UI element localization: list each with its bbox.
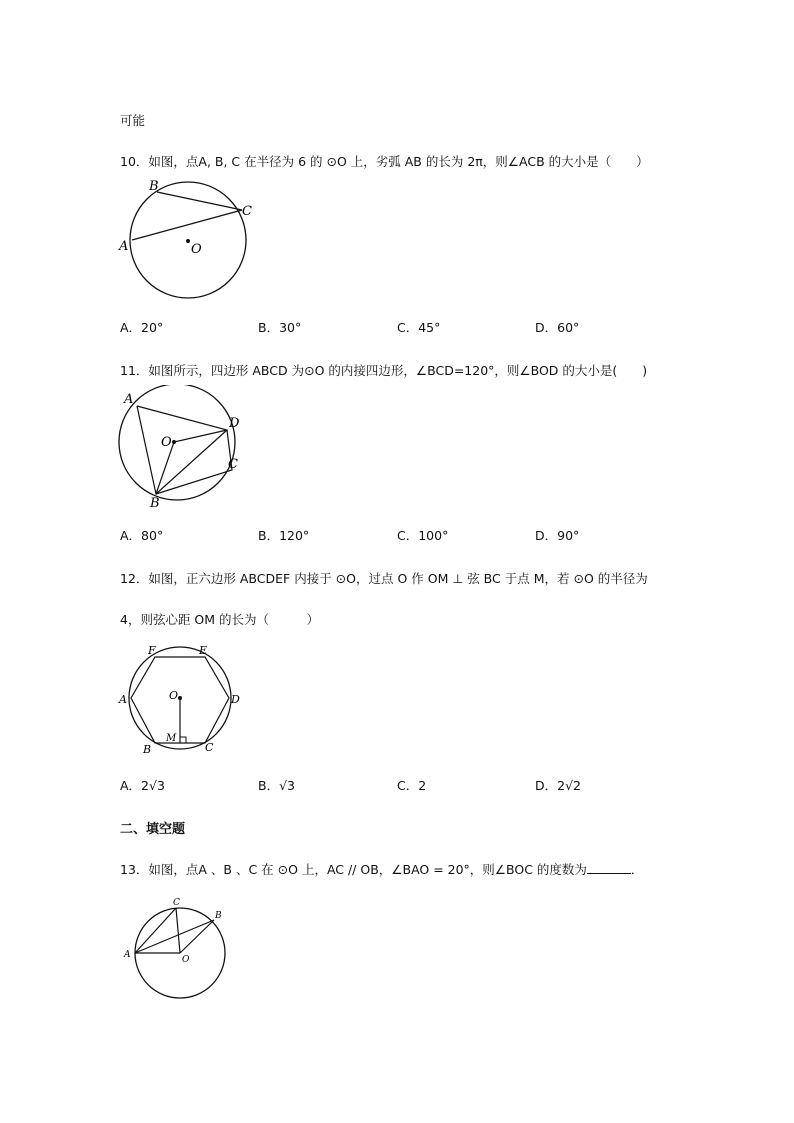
q11-circle [119, 385, 235, 500]
q12-label-a: A [119, 693, 127, 706]
q13-label-o: O [182, 955, 190, 965]
q10-label-o: O [191, 242, 202, 257]
q13-answer-blank [587, 861, 631, 874]
q10-chord-bc [157, 192, 242, 210]
q13-text-after: ． [630, 862, 644, 877]
q11-option-a: A．80° [120, 528, 164, 543]
q12-label-e: E [199, 644, 208, 657]
q12-label-o: O [169, 689, 179, 702]
q12-text-line2: 4，则弦心距 OM 的长为（ ） [120, 612, 320, 627]
q11-label-o: O [161, 435, 172, 450]
q12-option-c: C．2 [397, 778, 427, 793]
q11-center-dot [172, 440, 176, 444]
q13-segment-ab [135, 920, 214, 953]
q12-text-line1: 12．如图，正六边形 ABCDEF 内接于 ⊙O，过点 O 作 OM ⊥ 弦 BC 于点 M，若 ⊙O 的半径为 [120, 571, 648, 586]
q10-option-c: C．45° [397, 320, 441, 335]
q10-label-b: B [149, 179, 159, 194]
q12-option-a: A．2√3 [120, 778, 165, 793]
q13-segment-ob [180, 920, 214, 953]
q13-text [120, 860, 643, 878]
q10-option-a: A．20° [120, 320, 164, 335]
q11-triangle-abd [137, 406, 227, 494]
q12-option-d: D．2√2 [535, 778, 581, 793]
top-fragment: 可能 [120, 113, 146, 128]
q10-option-b: B．30° [258, 320, 302, 335]
q10-label-c: C [242, 204, 252, 219]
q12-label-d: D [231, 693, 240, 706]
q12-label-c: C [205, 741, 214, 754]
q11-option-d: D．90° [535, 528, 580, 543]
q12-center-dot [178, 696, 182, 700]
q10-center-dot [186, 239, 190, 243]
q11-option-c: C．100° [397, 528, 449, 543]
q13-label-a: A [124, 950, 131, 960]
q13-segment-co [176, 908, 180, 953]
section-heading: 二、填空题 [120, 822, 186, 837]
q12-right-angle-mark [180, 737, 186, 743]
q12-figure [115, 640, 250, 760]
q11-label-b: B [150, 496, 160, 510]
q13-figure [115, 893, 240, 1008]
q13-label-b: B [215, 911, 222, 921]
q11-label-d: D [229, 416, 240, 431]
q12-label-m: M [166, 733, 177, 744]
q12-label-b: B [143, 743, 152, 756]
q10-chord-ac [132, 210, 242, 240]
q11-text: 11．如图所示，四边形 ABCD 为⊙O 的内接四边形，∠BCD=120°，则∠BOD 的大小是( ) [120, 363, 648, 378]
q10-text: 10．如图，点A, B, C 在半径为 6 的 ⊙O 上，劣弧 AB 的长为 2π，则∠ACB 的大小是（ ） [120, 154, 649, 169]
q13-label-c: C [173, 898, 180, 908]
q11-label-c: C [228, 457, 238, 472]
q12-label-f: F [148, 644, 156, 657]
q13-text-before: 13．如图，点A 、B 、C 在 ⊙O 上，AC // OB，∠BAO = 20°，则∠BOC 的度数为 [120, 862, 587, 877]
q10-option-d: D．60° [535, 320, 580, 335]
q10-label-a: A [119, 239, 129, 254]
q12-option-b: B．√3 [258, 778, 295, 793]
q11-figure [115, 385, 260, 510]
q11-label-a: A [124, 392, 134, 407]
q10-figure [115, 175, 260, 305]
q11-option-b: B．120° [258, 528, 310, 543]
